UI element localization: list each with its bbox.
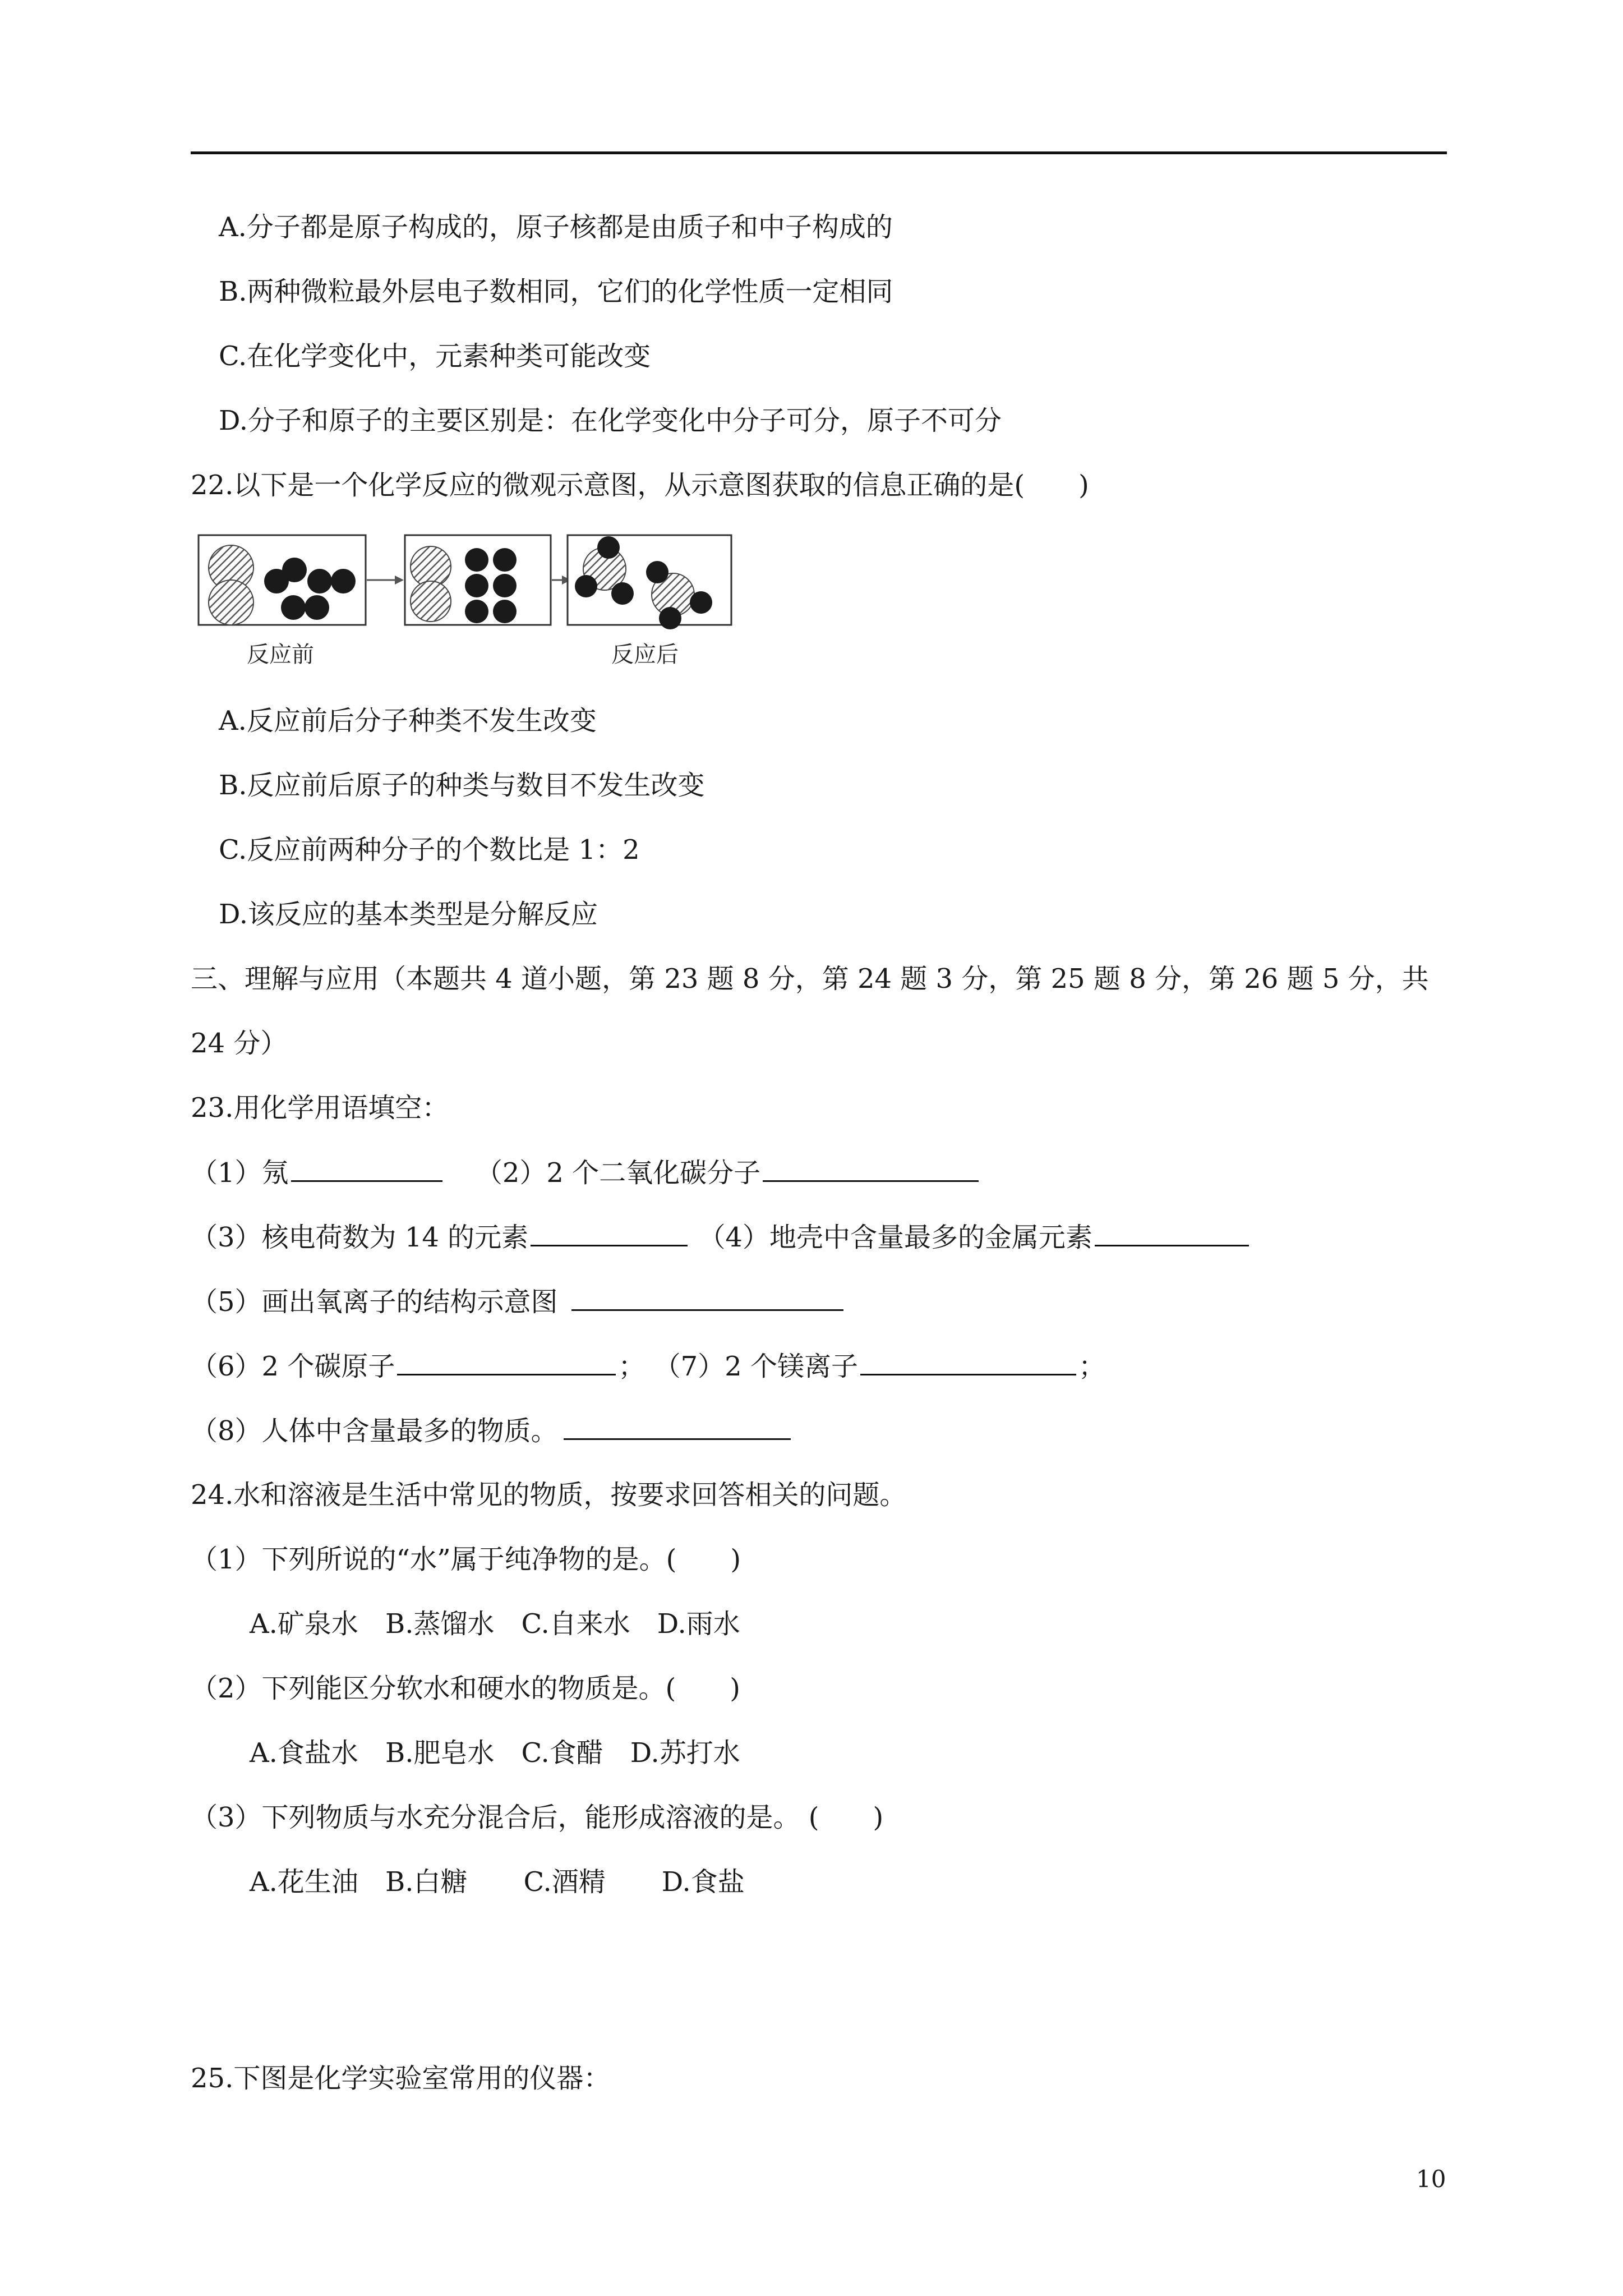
q23-part6-separator: ；: [618, 1351, 645, 1382]
q23-part1-label: （1）氖: [191, 1157, 289, 1189]
q23-part2-label: （2）2 个二氧化碳分子: [475, 1157, 761, 1189]
q23-row-3: [191, 1285, 846, 1319]
hatched-atom: [411, 581, 451, 622]
q23-part3-label: （3）核电荷数为 14 的元素: [191, 1222, 529, 1253]
q24-sub3-option-c: C.酒精: [523, 1866, 606, 1898]
q23-part3-blank[interactable]: [531, 1220, 688, 1246]
reaction-diagram-svg: [196, 533, 735, 634]
black-atom: [493, 574, 517, 597]
black-atom: [575, 575, 597, 597]
q21-option-d: D.分子和原子的主要区别是：在化学变化中分子可分，原子不可分: [219, 405, 1002, 436]
black-atom: [465, 548, 488, 572]
black-atom: [465, 600, 488, 623]
black-atom: [690, 591, 712, 614]
q21-option-c: C.在化学变化中，元素种类可能改变: [219, 341, 651, 372]
q23-part8-blank[interactable]: [564, 1414, 791, 1440]
q24-sub2-option-d: D.苏打水: [630, 1737, 740, 1769]
q24-sub3-options: [250, 1865, 772, 1899]
q22-option-c: C.反应前两种分子的个数比是 1：2: [219, 834, 640, 866]
reaction-diagram: [196, 533, 735, 636]
q23-row-2: [191, 1220, 1251, 1254]
q24-sub2-option-a: A.食盐水: [250, 1737, 358, 1769]
q24-stem: 24.水和溶液是生活中常见的物质，按要求回答相关的问题。: [191, 1479, 907, 1511]
q23-part7-label: （7）2 个镁离子: [653, 1351, 858, 1382]
q24-sub3-option-a: A.花生油: [250, 1866, 358, 1898]
q24-sub1-option-c: C.自来水: [521, 1608, 630, 1640]
q24-sub1-option-b: B.蒸馏水: [385, 1608, 495, 1640]
black-atom: [465, 574, 488, 597]
arrow-1-head: [395, 576, 404, 585]
q24-sub1: （1）下列所说的“水”属于纯净物的是。( ): [191, 1544, 741, 1575]
q24-sub1-option-a: A.矿泉水: [250, 1608, 358, 1640]
black-atom: [646, 561, 668, 583]
black-atom: [493, 600, 517, 623]
q22-option-b: B.反应前后原子的种类与数目不发生改变: [219, 770, 705, 801]
q25-stem: 25.下图是化学实验室常用的仪器：: [191, 2063, 611, 2094]
black-atom: [331, 569, 356, 593]
q23-part6-blank[interactable]: [397, 1349, 616, 1375]
q23-part7-blank[interactable]: [860, 1349, 1076, 1375]
q23-stem: 23.用化学用语填空：: [191, 1092, 449, 1124]
page-number: 10: [1416, 2165, 1446, 2193]
q24-sub3-option-d: D.食盐: [661, 1866, 745, 1898]
q23-part1-blank[interactable]: [291, 1156, 442, 1182]
q23-part5-blank[interactable]: [571, 1285, 843, 1311]
q24-sub2: （2）下列能区分软水和硬水的物质是。( ): [191, 1673, 740, 1704]
q24-sub2-options: [250, 1736, 767, 1770]
figure-label-after: 反应后: [611, 642, 679, 668]
black-atom: [307, 569, 332, 593]
q23-part5-label: （5）画出氧离子的结构示意图: [191, 1286, 558, 1318]
q21-option-b: B.两种微粒最外层电子数相同，它们的化学性质一定相同: [219, 276, 893, 307]
q23-row-1: [191, 1156, 981, 1190]
q24-sub2-option-c: C.食醋: [521, 1737, 603, 1769]
q23-part6-label: （6）2 个碳原子: [191, 1351, 395, 1382]
q24-sub2-option-b: B.肥皂水: [385, 1737, 495, 1769]
q23-part4-label: （4）地壳中含量最多的金属元素: [698, 1222, 1092, 1253]
black-atom: [493, 548, 517, 572]
black-atom: [282, 558, 307, 582]
hatched-atom: [209, 580, 253, 625]
black-atom: [305, 595, 329, 620]
black-atom: [597, 536, 620, 559]
q23-part4-blank[interactable]: [1095, 1220, 1249, 1246]
figure-label-before: 反应前: [247, 642, 314, 668]
black-atom: [659, 607, 681, 629]
header-rule: [191, 151, 1447, 154]
q23-part7-end: ；: [1078, 1351, 1105, 1382]
q24-sub3: （3）下列物质与水充分混合后，能形成溶液的是。 ( ): [191, 1802, 884, 1833]
q22-stem: 22.以下是一个化学反应的微观示意图，从示意图获取的信息正确的是( ): [191, 470, 1089, 501]
q23-row-4: [191, 1349, 1105, 1383]
q24-sub3-option-b: B.白糖: [385, 1866, 468, 1898]
q23-part2-blank[interactable]: [763, 1156, 979, 1182]
q23-part8-label: （8）人体中含量最多的物质。: [191, 1415, 558, 1447]
q22-option-a: A.反应前后分子种类不发生改变: [219, 705, 597, 737]
q22-option-d: D.该反应的基本类型是分解反应: [219, 899, 598, 930]
black-atom: [281, 595, 306, 620]
q23-row-5: [191, 1414, 793, 1448]
q24-sub1-option-d: D.雨水: [657, 1608, 740, 1640]
black-atom: [611, 582, 634, 605]
q21-option-a: A.分子都是原子构成的，原子核都是由质子和中子构成的: [219, 211, 893, 243]
section3-heading-line1: 三、理解与应用（本题共 4 道小题，第 23 题 8 分，第 24 题 3 分，第 25 题 8 分，第 26 题 5 分，共: [191, 963, 1429, 995]
q24-sub1-options: [250, 1607, 767, 1641]
section3-heading-line2: 24 分）: [191, 1028, 288, 1059]
